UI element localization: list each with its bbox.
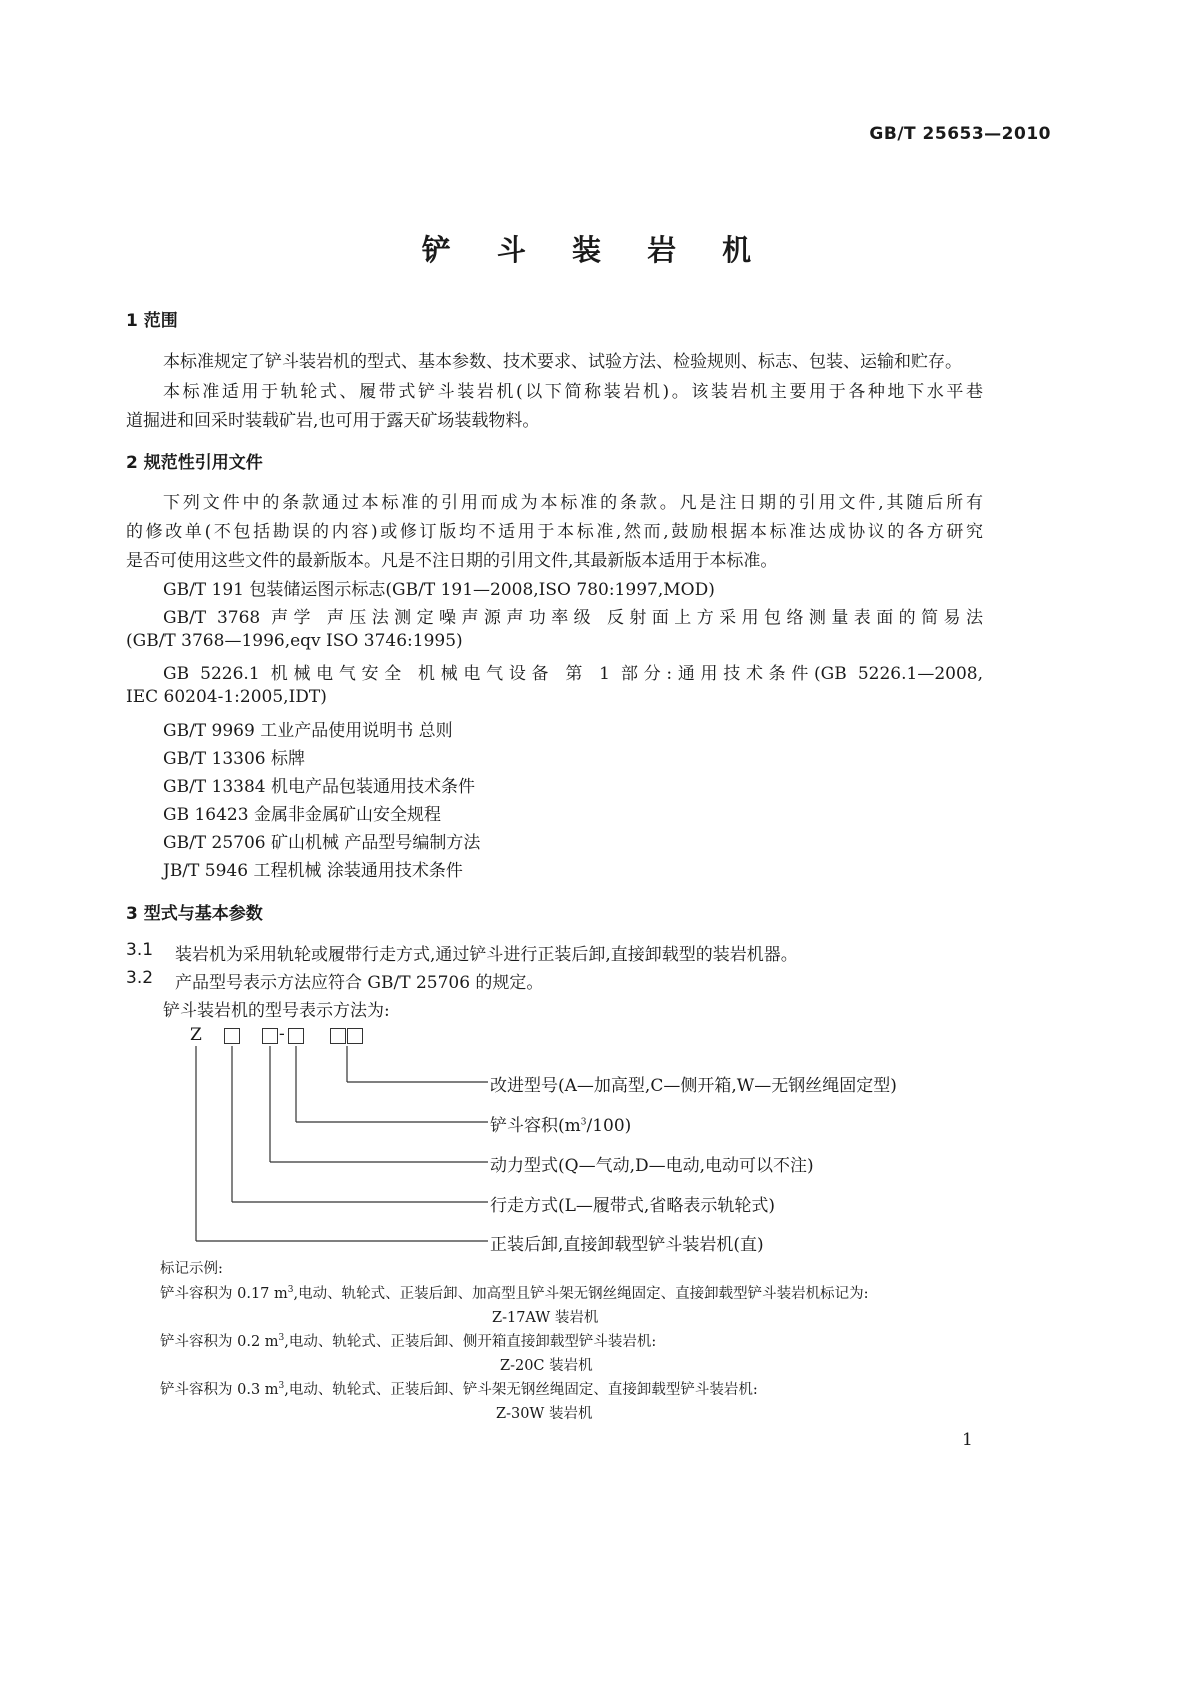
model-dash: - — [279, 1024, 285, 1044]
example-description — [160, 1282, 869, 1303]
section-2-para-b: 的修改单(不包括勘误的内容)或修订版均不适用于本标准,然而,鼓励根据本标准达成协议的各方研究 — [126, 522, 983, 542]
section-2-para-a: 下列文件中的条款通过本标准的引用而成为本标准的条款。凡是注日期的引用文件,其随后所有 — [163, 493, 983, 513]
reference-item: GB/T 191 包装储运图示标志(GB/T 191—2008,ISO 780:1997,MOD) — [163, 580, 715, 600]
example-text: 铲斗容积为 0.3 m — [160, 1382, 279, 1398]
section-1-heading: 1 范围 — [126, 311, 178, 331]
superscript: 3 — [580, 1117, 587, 1128]
label-bucket-capacity — [490, 1111, 631, 1136]
document-title: 铲 斗 装 岩 机 — [421, 233, 770, 267]
label-bucket-capacity-text: 铲斗容积(m — [490, 1116, 581, 1136]
example-description — [160, 1378, 758, 1399]
example-text: ,电动、轨轮式、正装后卸、加高型且铲斗架无钢丝绳固定、直接卸载型铲斗装岩机标记为: — [293, 1286, 869, 1302]
label-improvement-model: 改进型号(A—加高型,C—侧开箱,W—无钢丝绳固定型) — [490, 1076, 897, 1096]
reference-item: GB 16423 金属非金属矿山安全规程 — [163, 805, 441, 825]
section-2-heading: 2 规范性引用文件 — [126, 453, 263, 473]
example-description — [160, 1330, 656, 1351]
reference-item: IEC 60204-1:2005,IDT) — [126, 687, 327, 707]
examples-label: 标记示例: — [160, 1261, 223, 1277]
label-loader-type: 正装后卸,直接卸载型铲斗装岩机(直) — [490, 1235, 764, 1255]
superscript: 3 — [278, 1381, 285, 1392]
clause-3-1-text: 装岩机为采用轨轮或履带行走方式,通过铲斗进行正装后卸,直接卸载型的装岩机器。 — [175, 945, 798, 965]
model-notation-intro: 铲斗装岩机的型号表示方法为: — [163, 1001, 390, 1021]
section-1-para-1: 本标准规定了铲斗装岩机的型式、基本参数、技术要求、试验方法、检验规则、标志、包装、运输和贮存。 — [163, 352, 962, 372]
label-bucket-capacity-unit: /100) — [586, 1116, 632, 1136]
example-text: 铲斗容积为 0.2 m — [160, 1334, 279, 1350]
clause-3-2-number: 3.2 — [126, 968, 154, 988]
reference-item: GB 5226.1 机械电气安全 机械电气设备 第 1 部分:通用技术条件(GB 5226.1—2008, — [163, 664, 983, 684]
page-number: 1 — [962, 1430, 973, 1450]
section-2-para-c: 是否可使用这些文件的最新版本。凡是不注日期的引用文件,其最新版本适用于本标准。 — [126, 551, 778, 571]
model-letter-z: Z — [190, 1025, 202, 1045]
reference-item: JB/T 5946 工程机械 涂装通用技术条件 — [163, 861, 463, 881]
clause-3-1-number: 3.1 — [126, 940, 154, 960]
example-mark: Z-17AW 装岩机 — [492, 1310, 599, 1326]
clause-3-2-text: 产品型号表示方法应符合 GB/T 25706 的规定。 — [175, 973, 544, 993]
section-1-para-2b: 道掘进和回采时装载矿岩,也可用于露天矿场装载物料。 — [126, 411, 540, 431]
example-text: ,电动、轨轮式、正装后卸、铲斗架无钢丝绳固定、直接卸载型铲斗装岩机: — [284, 1382, 758, 1398]
section-1-para-2a: 本标准适用于轨轮式、履带式铲斗装岩机(以下简称装岩机)。该装岩机主要用于各种地下水平巷 — [163, 382, 983, 402]
superscript: 3 — [287, 1285, 294, 1296]
section-3-heading: 3 型式与基本参数 — [126, 904, 263, 924]
example-text: 铲斗容积为 0.17 m — [160, 1286, 288, 1302]
standard-number: GB/T 25653—2010 — [869, 124, 1051, 144]
superscript: 3 — [278, 1333, 285, 1344]
label-walking-mode: 行走方式(L—履带式,省略表示轨轮式) — [490, 1196, 775, 1216]
reference-item: GB/T 3768 声学 声压法测定噪声源声功率级 反射面上方采用包络测量表面的简易法 — [163, 608, 983, 628]
reference-item: GB/T 25706 矿山机械 产品型号编制方法 — [163, 833, 481, 853]
reference-item: GB/T 13384 机电产品包装通用技术条件 — [163, 777, 476, 797]
example-mark: Z-20C 装岩机 — [500, 1358, 593, 1374]
reference-item: GB/T 13306 标牌 — [163, 749, 306, 769]
example-mark: Z-30W 装岩机 — [496, 1406, 593, 1422]
example-text: ,电动、轨轮式、正装后卸、侧开箱直接卸载型铲斗装岩机: — [284, 1334, 657, 1350]
reference-item: (GB/T 3768—1996,eqv ISO 3746:1995) — [126, 631, 463, 651]
reference-item: GB/T 9969 工业产品使用说明书 总则 — [163, 721, 453, 741]
label-power-type: 动力型式(Q—气动,D—电动,电动可以不注) — [490, 1156, 814, 1176]
